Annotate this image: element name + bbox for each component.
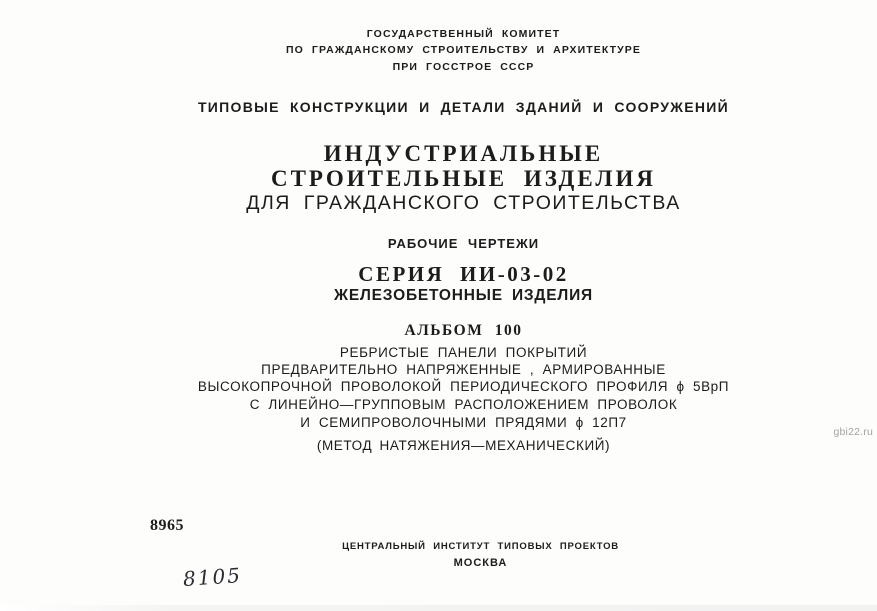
album-description-line-4: С ЛИНЕЙНО—ГРУППОВЫМ РАСПОЛОЖЕНИЕМ ПРОВОЛОК (249, 397, 678, 412)
main-title-line-3: ДЛЯ ГРАЖДАНСКОГО СТРОИТЕЛЬСТВА (246, 192, 681, 214)
album-title: АЛЬБОМ 100 (404, 322, 523, 339)
org-header-line-1: ГОСУДАРСТВЕННЫЙ КОМИТЕТ (366, 28, 561, 40)
album-description-line-5: И СЕМИПРОВОЛОЧНЫМИ ПРЯДЯМИ ϕ 12П7 (300, 415, 627, 430)
scan-bottom-edge (0, 605, 877, 611)
document-type-heading: ТИПОВЫЕ КОНСТРУКЦИИ И ДЕТАЛИ ЗДАНИЙ И СООРУЖЕНИЙ (197, 99, 730, 115)
publisher-city: МОСКВА (453, 557, 508, 569)
publisher-name: ЦЕНТРАЛЬНЫЙ ИНСТИТУТ ТИПОВЫХ ПРОЕКТОВ (342, 541, 619, 552)
working-drawings-label: РАБОЧИЕ ЧЕРТЕЖИ (387, 236, 540, 251)
album-description-line-3: ВЫСОКОПРОЧНОЙ ПРОВОЛОКОЙ ПЕРИОДИЧЕСКОГО ПРОФИЛЯ ϕ 5ВрП (197, 379, 730, 394)
order-number: 8965 (150, 517, 184, 534)
main-title-line-1: ИНДУСТРИАЛЬНЫЕ (323, 141, 604, 166)
album-description-line-1: РЕБРИСТЫЕ ПАНЕЛИ ПОКРЫТИЙ (339, 345, 588, 360)
series-title: СЕРИЯ ИИ-03-02 (358, 262, 569, 286)
handwritten-inventory-mark: 8105 (182, 562, 243, 592)
main-title-line-2: СТРОИТЕЛЬНЫЕ ИЗДЕЛИЯ (270, 166, 657, 191)
album-description-line-2: ПРЕДВАРИТЕЛЬНО НАПРЯЖЕННЫЕ , АРМИРОВАННЫЕ (261, 362, 666, 377)
site-watermark: gbi22.ru (833, 426, 873, 438)
org-header-line-3: ПРИ ГОССТРОЕ СССР (392, 61, 535, 73)
series-subtitle: ЖЕЛЕЗОБЕТОННЫЕ ИЗДЕЛИЯ (334, 287, 593, 304)
tensioning-method-note: (МЕТОД НАТЯЖЕНИЯ—МЕХАНИЧЕСКИЙ) (316, 438, 611, 453)
org-header-line-2: ПО ГРАЖДАНСКОМУ СТРОИТЕЛЬСТВУ И АРХИТЕКТУРЕ (285, 44, 642, 56)
